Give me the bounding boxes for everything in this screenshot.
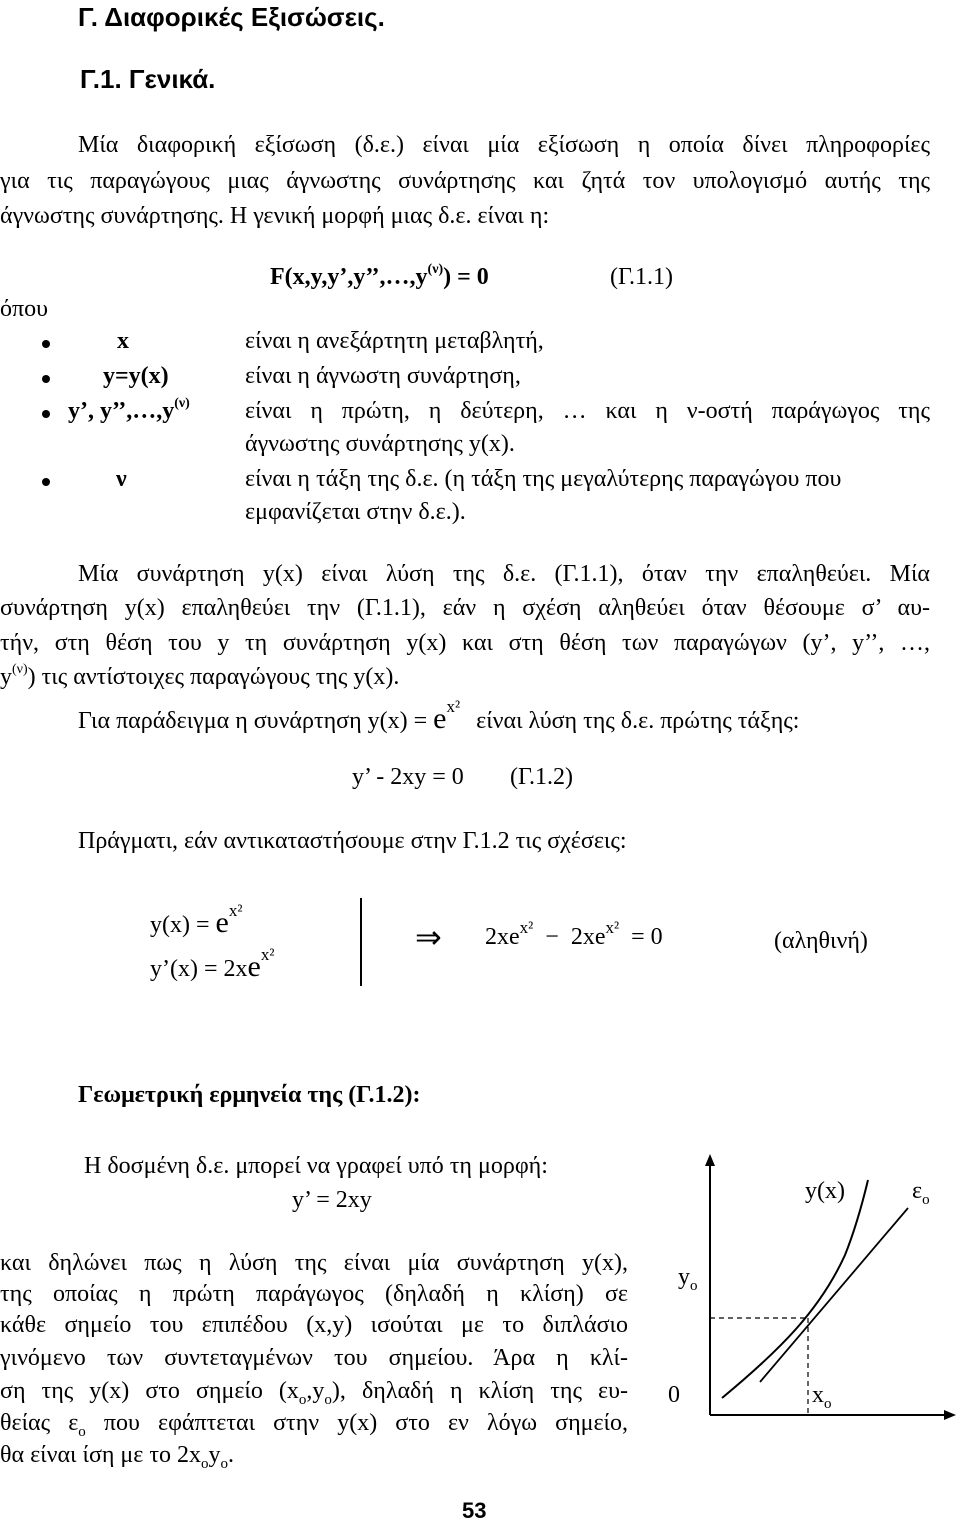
geo-para-2: της οποίας η πρώτη παράγωγος (δηλαδή η κλίση) σε	[0, 1281, 628, 1307]
example-line	[78, 697, 800, 736]
geo-para-1: και δηλώνει πως η λύση της είναι μία συνάρτηση y(x),	[0, 1250, 628, 1276]
def-term-derivatives	[68, 398, 190, 425]
fig-eps-letter: ε	[912, 1178, 923, 1204]
def-text-order-2: εμφανίζεται στην δ.ε.).	[245, 499, 466, 525]
def-text-derivatives: είναι η πρώτη, η δεύτερη, … και η ν-οστή παράγωγος της	[245, 398, 930, 424]
geo-p6-sub: o	[78, 1424, 86, 1440]
example-post: είναι λύση της δ.ε. πρώτης τάξης:	[476, 708, 800, 734]
geo-p6-a: θείας ε	[0, 1410, 79, 1436]
verify-term-2: 2xe	[570, 924, 606, 950]
verify-line-1	[150, 901, 243, 940]
verify-l2-e: e	[247, 950, 261, 983]
geo-title: Γεωμετρική ερμηνεία της (Γ.1.2):	[78, 1082, 421, 1108]
solution-line-4-a: y	[0, 664, 12, 690]
bullet-icon	[42, 375, 50, 383]
equation-g11-rhs: ) = 0	[443, 264, 489, 290]
fig-label-yx: y(x)	[805, 1178, 845, 1204]
geo-para-4: γινόμενο των συντεταγμένων του σημείου. Άρα η κλί-	[0, 1345, 628, 1371]
geo-p5-a: ση της y(x) στο σημείο (x	[0, 1378, 299, 1404]
equation-g11	[270, 264, 489, 291]
fig-eps-sub: o	[922, 1192, 930, 1208]
chapter-title: Γ. Διαφορικές Εξισώσεις.	[78, 2, 385, 32]
fig-y0-sub: o	[690, 1278, 698, 1294]
fig-label-x0	[812, 1382, 832, 1412]
intro-line-3: άγνωστης συνάρτησης. Η γενική μορφή μιας δ.ε. είναι η:	[0, 203, 550, 229]
equation-g12: y’ - 2xy = 0	[352, 764, 464, 790]
def-term-order: ν	[116, 466, 127, 492]
equation-g11-label: (Γ.1.1)	[610, 264, 673, 290]
geo-p7-a: θα είναι ίση με το 2x	[0, 1442, 202, 1468]
section-title: Γ.1. Γενικά.	[80, 64, 216, 94]
x-axis-arrow-icon	[944, 1410, 956, 1420]
verify-eq-zero: = 0	[631, 924, 663, 950]
geo-p5-b: ,y	[306, 1378, 325, 1404]
verify-term-1-exp: x²	[519, 918, 534, 937]
verify-note: (αληθινή)	[774, 928, 868, 954]
verify-l1-exp: x²	[228, 901, 243, 920]
geo-p7-b: y	[208, 1442, 221, 1468]
geo-p7-c: .	[228, 1442, 235, 1468]
geo-p5-sub: o	[298, 1392, 307, 1408]
equation-g11-lhs: F(x,y,y’,y’’,…,y	[270, 264, 428, 290]
solution-line-4-sup: (ν)	[12, 662, 28, 677]
equation-g11-sup: (ν)	[427, 262, 444, 277]
bullet-icon	[42, 478, 50, 486]
def-term-x: x	[117, 328, 129, 354]
bullet-icon	[42, 340, 50, 348]
intro-line-1: Μία διαφορική εξίσωση (δ.ε.) είναι μία εξίσωση η οποία δίνει πληροφορίες	[78, 132, 930, 158]
verify-term-2-exp: x²	[605, 918, 620, 937]
verify-minus: −	[545, 924, 559, 950]
implies-icon: ⇒	[415, 918, 442, 956]
y-axis-arrow-icon	[705, 1154, 715, 1166]
indeed-line: Πράγματι, εάν αντικαταστήσουμε στην Γ.1.2 τις σχέσεις:	[78, 828, 627, 854]
geo-line-2: y’ = 2xy	[292, 1187, 372, 1213]
def-term-y: y=y(x)	[103, 363, 169, 389]
geo-para-3: κάθε σημείο του επιπέδου (x,y) ισούται με το διπλάσιο	[0, 1312, 628, 1338]
verify-l2-pre: y’(x) = 2x	[150, 956, 248, 982]
def-term-derivatives-base: y’, y’’,…,y	[68, 398, 175, 424]
bullet-icon	[42, 410, 50, 418]
example-pre: Για παράδειγμα η συνάρτηση y(x) =	[78, 708, 428, 734]
tangent-line	[760, 1208, 908, 1382]
geo-p6-b: που εφάπτεται στην y(x) στο εν λόγω σημείο,	[103, 1410, 629, 1436]
geo-p5-c: ), δηλαδή η κλίση της ευ-	[331, 1378, 628, 1404]
geo-p7-sub: o	[201, 1456, 209, 1472]
verify-line-2	[150, 945, 275, 984]
fig-y0-letter: y	[678, 1264, 690, 1290]
def-text-order: είναι η τάξη της δ.ε. (η τάξη της μεγαλύτερης παραγώγου που	[245, 466, 842, 492]
solution-line-4	[0, 664, 399, 691]
intro-line-2: για τις παραγώγους μιας άγνωστης συνάρτησης και ζητά τον υπολογισμό αυτής της	[0, 168, 930, 194]
geo-line-1: Η δοσμένη δ.ε. μπορεί να γραφεί υπό τη μορφή:	[84, 1153, 548, 1179]
fig-x0-letter: x	[812, 1382, 824, 1408]
def-text-y: είναι η άγνωστη συνάρτηση,	[245, 363, 521, 389]
verify-l2-exp: x²	[260, 945, 275, 964]
fig-x0-sub: o	[824, 1396, 832, 1412]
verify-divider	[360, 898, 362, 986]
solution-line-1: Μία συνάρτηση y(x) είναι λύση της δ.ε. (Γ.1.1), όταν την επαληθεύει. Μία	[78, 561, 930, 587]
example-e: e	[433, 702, 447, 735]
fig-label-eps	[912, 1178, 930, 1208]
solution-line-2: συνάρτηση y(x) επαληθεύει την (Γ.1.1), εάν η σχέση αληθεύει όταν θέσουμε σ’ αυ-	[0, 595, 930, 621]
solution-line-4-b: ) τις αντίστοιχες παραγώγους της y(x).	[27, 664, 400, 690]
def-text-derivatives-2: άγνωστης συνάρτησης y(x).	[245, 431, 515, 457]
verify-l1-e: e	[215, 906, 229, 939]
verify-l1-pre: y(x) =	[150, 912, 210, 938]
solution-line-3: τήν, στη θέση του y τη συνάρτηση y(x) και στη θέση των παραγώγων (y’, y’’, …,	[0, 630, 930, 656]
where-label: όπου	[0, 296, 48, 322]
fig-label-y0	[678, 1264, 698, 1294]
geo-p7-sub2: o	[220, 1456, 229, 1472]
geo-para-5	[0, 1378, 628, 1408]
example-exp: x²	[446, 697, 461, 716]
def-text-x: είναι η ανεξάρτητη μεταβλητή,	[245, 328, 544, 354]
solution-curve	[722, 1180, 868, 1398]
page-number: 53	[462, 1498, 487, 1523]
fig-label-origin: 0	[668, 1382, 680, 1408]
equation-g12-label: (Γ.1.2)	[510, 764, 573, 790]
def-term-derivatives-sup: (ν)	[174, 396, 190, 411]
verify-result	[485, 918, 663, 951]
geo-p5-sub2: o	[324, 1392, 332, 1408]
verify-term-1: 2xe	[485, 924, 520, 950]
geo-para-6	[0, 1410, 629, 1440]
geo-para-7	[0, 1442, 235, 1472]
